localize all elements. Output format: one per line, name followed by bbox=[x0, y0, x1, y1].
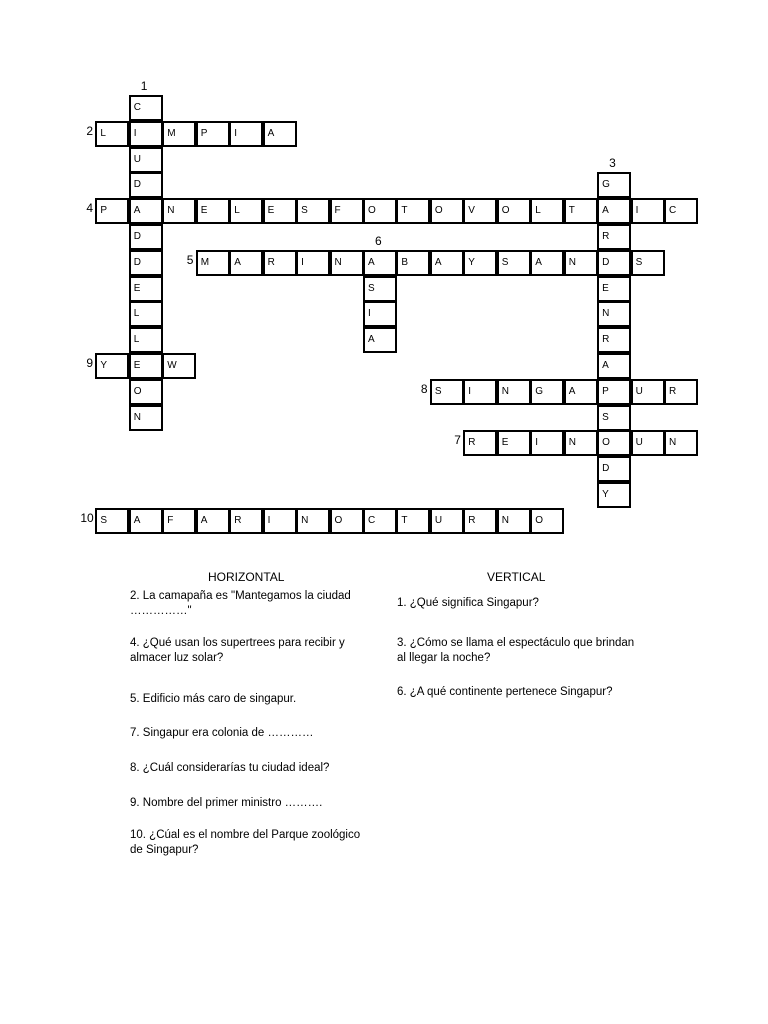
grid-cell bbox=[129, 327, 163, 353]
grid-cell bbox=[229, 121, 263, 147]
cell-letter: S bbox=[368, 282, 375, 294]
cell-letter: I bbox=[635, 205, 639, 217]
cell-letter: I bbox=[468, 385, 472, 397]
grid-cell bbox=[597, 224, 631, 250]
grid-cell bbox=[129, 121, 163, 147]
grid-cell bbox=[162, 121, 196, 147]
cell-letter: E bbox=[133, 360, 141, 371]
cell-letter: O bbox=[434, 205, 443, 217]
grid-cell bbox=[196, 198, 230, 224]
clue-vertical-1: 1. ¿Qué significa Singapur? bbox=[397, 597, 539, 609]
cell-letter: N bbox=[167, 205, 175, 217]
cell-letter: L bbox=[535, 205, 541, 217]
clue-horizontal-7: 7. Singapur era colonia de ………… bbox=[130, 727, 314, 739]
cell-letter: L bbox=[234, 205, 240, 217]
cell-letter: R bbox=[602, 231, 610, 242]
grid-cell bbox=[597, 276, 631, 302]
grid-cell bbox=[530, 508, 564, 534]
cell-letter: I bbox=[133, 127, 137, 139]
cell-letter: I bbox=[535, 437, 538, 449]
grid-cell bbox=[497, 379, 531, 405]
grid-cell bbox=[129, 508, 163, 534]
grid-cell bbox=[363, 301, 397, 327]
clue-number: 6 bbox=[374, 233, 382, 248]
grid-cell bbox=[597, 301, 631, 327]
cell-letter: U bbox=[133, 153, 142, 165]
cell-letter: N bbox=[334, 256, 342, 268]
grid-cell bbox=[162, 508, 196, 534]
grid-cell bbox=[530, 379, 564, 405]
clue-number: 3 bbox=[609, 156, 616, 171]
cell-letter: D bbox=[602, 463, 610, 475]
cell-letter: U bbox=[635, 385, 643, 397]
cell-letter: L bbox=[133, 308, 140, 320]
grid-cell bbox=[631, 198, 665, 224]
cell-letter: P bbox=[100, 205, 108, 217]
clue-number: 7 bbox=[454, 433, 461, 448]
grid-cell bbox=[430, 250, 464, 276]
grid-cell bbox=[597, 327, 631, 353]
grid-cell bbox=[229, 198, 263, 224]
grid-cell bbox=[597, 379, 631, 405]
cell-letter: N bbox=[568, 437, 576, 449]
cell-letter: L bbox=[100, 127, 106, 139]
cell-letter: N bbox=[133, 411, 142, 423]
grid-cell bbox=[463, 430, 497, 456]
cell-letter: O bbox=[368, 205, 376, 217]
grid-cell bbox=[664, 430, 698, 456]
clue-horizontal-9: 9. Nombre del primer ministro ………. bbox=[130, 797, 323, 809]
grid-cell bbox=[263, 121, 297, 147]
grid-cell bbox=[430, 198, 464, 224]
grid-cell bbox=[497, 198, 531, 224]
cell-letter: Y bbox=[602, 489, 609, 500]
grid-cell bbox=[363, 327, 397, 353]
clue-vertical-6: 6. ¿A qué continente pertenece Singapur? bbox=[397, 686, 613, 698]
grid-cell bbox=[129, 276, 163, 302]
cell-letter: L bbox=[133, 334, 140, 346]
clue-number: 1 bbox=[140, 79, 148, 93]
grid-cell bbox=[497, 508, 531, 534]
cell-letter: P bbox=[200, 127, 208, 139]
grid-cell bbox=[463, 198, 497, 224]
grid-cell bbox=[129, 353, 163, 379]
cell-letter: R bbox=[234, 514, 242, 526]
cell-letter: A bbox=[368, 334, 375, 346]
cell-letter: G bbox=[535, 385, 543, 397]
cell-letter: A bbox=[568, 385, 576, 397]
grid-cell bbox=[263, 250, 297, 276]
grid-cell bbox=[129, 250, 163, 276]
grid-cell bbox=[363, 508, 397, 534]
grid-cell bbox=[296, 250, 330, 276]
grid-cell bbox=[463, 250, 497, 276]
grid-cell bbox=[162, 198, 196, 224]
grid-cell bbox=[597, 430, 631, 456]
cell-letter: P bbox=[602, 385, 609, 397]
cell-letter: N bbox=[501, 385, 510, 397]
clue-number: 9 bbox=[86, 356, 94, 370]
grid-cell bbox=[196, 508, 230, 534]
cell-letter: S bbox=[301, 205, 308, 217]
cell-letter: D bbox=[133, 256, 142, 268]
clue-number: 8 bbox=[420, 381, 428, 396]
clue-number: 5 bbox=[186, 252, 194, 267]
cell-letter: I bbox=[234, 127, 237, 139]
grid-cell bbox=[330, 508, 364, 534]
cell-letter: S bbox=[100, 514, 108, 526]
cell-letter: Y bbox=[100, 360, 108, 371]
grid-cell bbox=[631, 379, 665, 405]
grid-cell bbox=[497, 430, 531, 456]
cell-letter: E bbox=[501, 437, 509, 449]
grid-cell bbox=[530, 198, 564, 224]
cell-letter: O bbox=[133, 385, 142, 397]
grid-cell bbox=[95, 353, 129, 379]
grid-cell bbox=[162, 353, 196, 379]
grid-cell bbox=[129, 224, 163, 250]
grid-cell bbox=[530, 250, 564, 276]
cell-letter: B bbox=[401, 256, 409, 268]
grid-cell bbox=[229, 250, 263, 276]
cell-letter: A bbox=[602, 360, 609, 371]
cell-letter: C bbox=[368, 514, 376, 526]
cell-letter: D bbox=[133, 231, 142, 242]
grid-cell bbox=[363, 250, 397, 276]
cell-letter: D bbox=[133, 179, 142, 191]
cell-letter: N bbox=[602, 308, 610, 320]
cell-letter: N bbox=[501, 514, 510, 526]
grid-cell bbox=[330, 250, 364, 276]
grid-cell bbox=[664, 198, 698, 224]
clue-number: 2 bbox=[86, 123, 94, 138]
cell-letter: N bbox=[669, 437, 677, 449]
grid-cell bbox=[597, 353, 631, 379]
grid-cell bbox=[564, 430, 598, 456]
grid-cell bbox=[363, 198, 397, 224]
grid-cell bbox=[597, 250, 631, 276]
grid-cell bbox=[129, 147, 163, 173]
cell-letter: D bbox=[602, 256, 610, 268]
vertical-title: VERTICAL bbox=[487, 570, 546, 584]
grid-cell bbox=[229, 508, 263, 534]
clue-horizontal-2: 2. La camapaña es "Mantegamos la ciudad ……………" bbox=[130, 590, 351, 617]
grid-cell bbox=[95, 198, 129, 224]
clue-horizontal-4: 4. ¿Qué usan los supertrees para recibir y almacer luz solar? bbox=[130, 637, 345, 664]
cell-letter: C bbox=[669, 205, 677, 217]
grid-cell bbox=[196, 250, 230, 276]
cell-letter: N bbox=[301, 514, 309, 526]
grid-cell bbox=[597, 198, 631, 224]
cell-letter: R bbox=[669, 385, 677, 397]
cell-letter: E bbox=[602, 282, 609, 294]
grid-cell bbox=[430, 508, 464, 534]
cell-letter: A bbox=[368, 256, 375, 268]
cell-letter: E bbox=[200, 205, 208, 217]
grid-cell bbox=[463, 379, 497, 405]
grid-cell bbox=[263, 508, 297, 534]
cell-letter: A bbox=[602, 205, 609, 217]
grid-cell bbox=[396, 250, 430, 276]
grid-cell bbox=[330, 198, 364, 224]
cell-letter: R bbox=[602, 334, 610, 346]
grid-cell bbox=[95, 508, 129, 534]
grid-cell bbox=[564, 250, 598, 276]
cell-letter: O bbox=[334, 514, 343, 526]
clue-horizontal-5: 5. Edificio más caro de singapur. bbox=[130, 693, 297, 705]
cell-letter: E bbox=[133, 282, 141, 294]
grid-cell bbox=[129, 379, 163, 405]
cell-letter: A bbox=[267, 127, 275, 139]
cell-letter: G bbox=[602, 179, 610, 191]
horizontal-title: HORIZONTAL bbox=[208, 570, 285, 584]
grid-cell bbox=[597, 482, 631, 508]
cell-letter: F bbox=[334, 205, 341, 217]
cell-letter: T bbox=[568, 205, 575, 217]
cell-letter: M bbox=[167, 127, 176, 139]
cell-letter: A bbox=[234, 256, 241, 268]
cell-letter: A bbox=[535, 256, 542, 268]
cell-letter: R bbox=[267, 256, 275, 268]
cell-letter: I bbox=[368, 308, 371, 320]
cell-letter: O bbox=[602, 437, 610, 449]
cell-letter: A bbox=[133, 514, 141, 526]
clue-vertical-3: 3. ¿Cómo se llama el espectáculo que brindan al llegar la noche? bbox=[397, 637, 635, 664]
clue-horizontal-8: 8. ¿Cuál considerarías tu ciudad ideal? bbox=[130, 762, 330, 774]
cell-letter: A bbox=[200, 514, 208, 526]
grid-cell bbox=[463, 508, 497, 534]
grid-cell bbox=[597, 456, 631, 482]
cell-letter: M bbox=[200, 256, 210, 268]
cell-letter: O bbox=[535, 514, 543, 526]
grid-cell bbox=[129, 301, 163, 327]
grid-cell bbox=[597, 405, 631, 431]
grid-cell bbox=[296, 198, 330, 224]
cell-letter: R bbox=[468, 437, 476, 449]
grid-cell bbox=[430, 379, 464, 405]
cell-letter: N bbox=[568, 256, 576, 268]
grid-cell bbox=[296, 508, 330, 534]
grid-cell bbox=[129, 198, 163, 224]
grid-cell bbox=[530, 430, 564, 456]
clue-horizontal-10: 10. ¿Cúal es el nombre del Parque zoológico de Singapur? bbox=[130, 829, 361, 856]
cell-letter: O bbox=[501, 205, 510, 217]
cell-letter: V bbox=[468, 205, 475, 217]
grid-cell bbox=[564, 379, 598, 405]
grid-cell bbox=[396, 198, 430, 224]
cell-letter: A bbox=[434, 256, 442, 268]
clue-number: 10 bbox=[80, 510, 94, 525]
cell-letter: I bbox=[301, 256, 304, 268]
cell-letter: F bbox=[167, 514, 174, 526]
cell-letter: T bbox=[401, 205, 408, 217]
cell-letter: W bbox=[167, 360, 177, 371]
cell-letter: A bbox=[133, 205, 141, 217]
clue-number: 4 bbox=[86, 201, 94, 216]
grid-cell bbox=[631, 430, 665, 456]
cell-letter: I bbox=[267, 514, 271, 526]
grid-cell bbox=[95, 121, 129, 147]
grid-cell bbox=[129, 405, 163, 431]
grid-cell bbox=[564, 198, 598, 224]
grid-cell bbox=[497, 250, 531, 276]
grid-cell bbox=[196, 121, 230, 147]
cell-letter: Y bbox=[468, 256, 475, 268]
grid-cell bbox=[263, 198, 297, 224]
cell-letter: T bbox=[401, 514, 408, 526]
grid-cell bbox=[631, 250, 665, 276]
cell-letter: U bbox=[434, 514, 443, 526]
grid-cell bbox=[129, 172, 163, 198]
grid-cell bbox=[664, 379, 698, 405]
grid-cell bbox=[129, 95, 163, 121]
grid-cell bbox=[597, 172, 631, 198]
cell-letter: E bbox=[267, 205, 275, 217]
cell-letter: S bbox=[501, 256, 509, 268]
cell-letter: C bbox=[133, 102, 142, 113]
cell-letter: U bbox=[635, 437, 643, 449]
cell-letter: S bbox=[434, 385, 442, 397]
cell-letter: S bbox=[602, 411, 609, 423]
grid-cell bbox=[396, 508, 430, 534]
cell-letter: S bbox=[635, 256, 643, 268]
grid-cell bbox=[363, 276, 397, 302]
cell-letter: R bbox=[468, 514, 476, 526]
